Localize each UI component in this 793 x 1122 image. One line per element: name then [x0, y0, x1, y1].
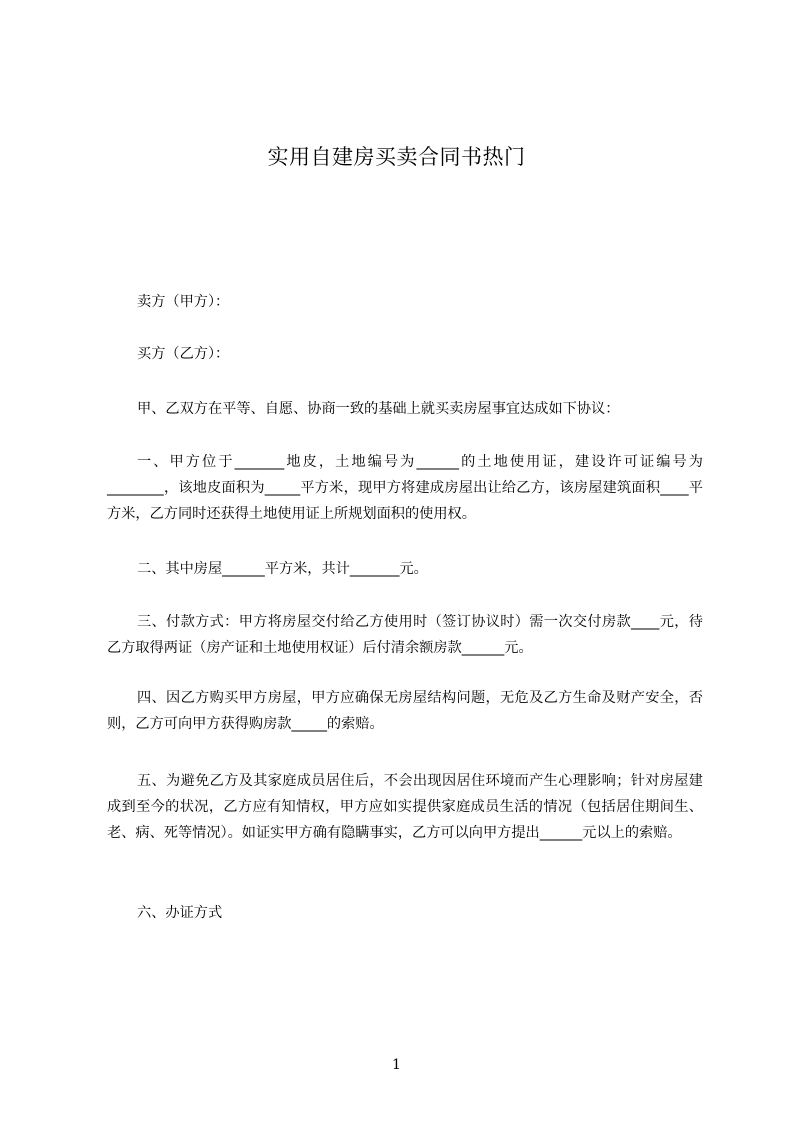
clause-1: 一、甲方位于_______地皮，土地编号为______的土地使用证，建设许可证编号为________，该地皮面积为_____平方米，现甲方将建成房屋出让给乙方，该房屋建筑面积____平方米，乙方同时还获得土地使用证上所规划面积的使用权。 — [107, 454, 703, 522]
clause-5: 五、为避免乙方及其家庭成员居住后，不会出现因居住环境而产生心理影响；针对房屋建成到至今的状况，乙方应有知情权，甲方应如实提供家庭成员生活的情况（包括居住期间生、老、病、死等情况）。如证实甲方确有隐瞒事实，乙方可以向甲方提出______元以上的索赔。 — [107, 773, 703, 841]
page-number: 1 — [392, 1057, 401, 1073]
document-title: 实用自建房买卖合同书热门 — [267, 145, 526, 169]
clause-4: 四、因乙方购买甲方房屋，甲方应确保无房屋结构问题，无危及乙方生命及财产安全，否则，乙方可向甲方获得购房款_____的索赔。 — [107, 690, 703, 732]
buyer-line: 买方（乙方）： — [137, 346, 230, 362]
clause-6: 六、办证方式 — [137, 905, 223, 921]
clause-3: 三、付款方式：甲方将房屋交付给乙方使用时（签订协议时）需一次交付房款____元，待乙方取得两证（房产证和土地使用权证）后付清余额房款______元。 — [107, 614, 703, 656]
clause-2: 二、其中房屋______平方米，共计_______元。 — [137, 561, 428, 577]
seller-line: 卖方（甲方）： — [137, 294, 230, 310]
intro-paragraph: 甲、乙双方在平等、自愿、协商一致的基础上就买卖房屋事宜达成如下协议： — [137, 401, 620, 417]
